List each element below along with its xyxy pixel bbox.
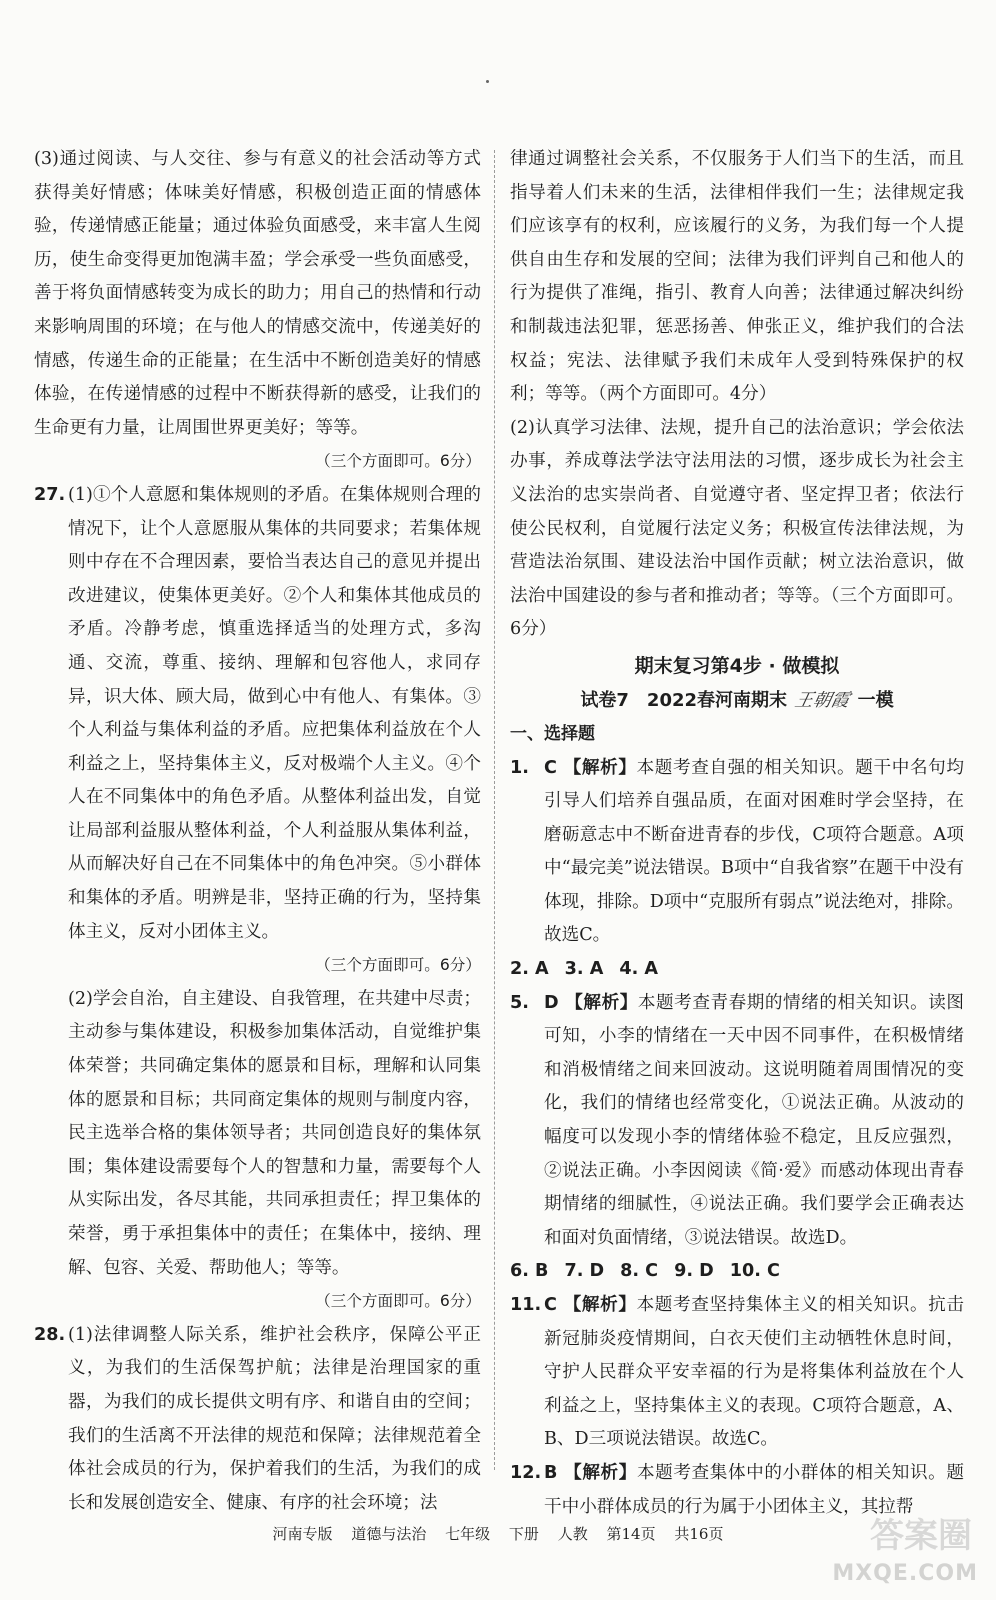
watermark xyxy=(808,1500,978,1590)
answer-2: 2. A xyxy=(510,959,549,980)
section-heading: 期末复习第4步 · 做模拟 xyxy=(634,654,840,677)
answer-text xyxy=(544,1289,964,1457)
short-answers-2-4 xyxy=(510,953,964,987)
answer-10: 10. C xyxy=(729,1261,780,1282)
answer-28-part1: (1)法律调整人际关系，维护社会秩序，保障公平正义，为我们的生活保驾护航；法律是治理国家的重器，为我们的成长提供文明有序、和谐自由的空间；我们的生活离不开法律的规范和保障；法律规范着全体社会成员的行为，保护着我们的生活，为我们的成长和发展创造安全、健康、有序的社会环境；法 xyxy=(68,1324,481,1513)
answer-28-continued: 律通过调整社会关系，不仅服务于人们当下的生活，而且指导着人们未来的生活，法律相伴我们一生；法律规定我们应该享有的权利，应该履行的义务，为我们每一个人提供自由生存和发展的空间；法律为我们评判自己和他人的行为提供了准绳，指引、教育人向善；法律通过解决纠纷和制裁违法犯罪，惩恶扬善、伸张正义，维护我们的合法权益；宪法、法律赋予我们未成年人受到特殊保护的权利；等等。（两个方面即可。4分） xyxy=(510,149,964,405)
question-number: 11. xyxy=(510,1295,542,1315)
question-number: 28. xyxy=(34,1324,66,1345)
question-number: 5. xyxy=(510,992,529,1013)
score-note: （三个方面即可。6分） xyxy=(315,1292,481,1311)
answer-tag: D 【解析】 xyxy=(544,992,638,1013)
answer-5 xyxy=(510,987,964,1256)
question-28 xyxy=(34,1319,481,1521)
answer-explanation: 本题考查自强的相关知识。题干中名句均引导人们培养自强品质，在面对困难时学会坚持，在磨砺意志中不断奋进青春的步伐，C项符合题意。A项中“最完美”说法错误。B项中“自我省察”在题干中没有体现，排除。D项中“克服所有弱点”说法绝对，排除。故选C。 xyxy=(544,757,964,946)
footer-edition: 河南专版 xyxy=(272,1525,333,1543)
footer-volume: 下册 xyxy=(508,1525,539,1543)
answer-4: 4. A xyxy=(619,959,659,980)
answer-explanation: 本题考查青春期的情绪的相关知识。读图可知，小李的情绪在一天中因不同事件，在积极情绪和消极情绪之间来回波动。这说明随着周围情况的变化，我们的情绪也经常变化，①说法正确。从波动的幅度可以发现小李的情绪体验不稳定，且反应强烈，②说法正确。小李因阅读《简·爱》而感动体现出青春期情绪的细腻性，④说法正确。我们要学会正确表达和面对负面情绪，③说法错误。故选D。 xyxy=(544,992,964,1248)
question-27 xyxy=(34,479,481,1319)
watermark-url: MXQE.COM xyxy=(832,1561,978,1586)
score-note: （三个方面即可。6分） xyxy=(315,956,481,975)
footer-subject: 道德与法治 xyxy=(351,1525,427,1543)
answer-text xyxy=(544,752,964,954)
paper-title xyxy=(510,684,964,718)
short-answers-6-10 xyxy=(510,1255,964,1289)
column-divider xyxy=(494,150,495,1470)
answer-26-part3: (3)通过阅读、与人交往、参与有意义的社会活动等方式获得美好情感；体味美好情感，积极创造正面的情感体验，传递情感正能量；通过体验负面感受，来丰富人生阅历，使生命变得更加饱满丰盈；学会承受一些负面感受，善于将负面情感转变为成长的助力；用自己的热情和行动来影响周围的环境；在与他人的情感交流中，传递美好的情感，传递生命的正能量；在生活中不断创造美好的情感体验，在传递情感的过程中不断获得新的感受，让我们的生命更有力量，让周围世界更美好；等等。 xyxy=(34,149,481,438)
score-note: （三个方面即可。6分） xyxy=(315,452,481,471)
answer-27-part2: (2)学会自治，自主建设、自我管理，在共建中尽责；主动参与集体建设，积极参加集体活动，自觉维护集体荣誉；共同确定集体的愿景和目标，理解和认同集体的愿景和目标；共同商定集体的规则与制度内容，民主选举合格的集体领导者；共同创造良好的集体氛围；集体建设需要每个人的智慧和力量，需要每个人从实际出发，各尽其能，共同承担责任；捍卫集体的荣誉，勇于承担集体中的责任；在集体中，接纳、理解、包容、关爱、帮助他人；等等。 xyxy=(68,988,481,1278)
answer-text xyxy=(544,987,964,1256)
answer-tag: C 【解析】 xyxy=(544,757,637,778)
answer-tag: C 【解析】 xyxy=(544,1295,637,1315)
watermark-title: 答案圈 xyxy=(870,1516,972,1556)
answer-explanation: 本题考查集体中的小群体的相关知识。题干中小群体成员的行为属于小团体主义，其拉帮 xyxy=(544,1462,964,1517)
paper-title-a: 试卷7 2022春河南期末 xyxy=(580,689,788,711)
paper-title-b: 一模 xyxy=(857,689,894,711)
answer-28-part2: (2)认真学习法律、法规，提升自己的法治意识；学会依法办事，养成尊法学法守法用法的习惯，逐步成长为社会主义法治的忠实崇尚者、自觉遵守者、坚定捍卫者；依法行使公民权利，自觉履行法定义务；积极宣传法律法规，为营造法治氛围、建设法治中国作贡献；树立法治意识，做法治中国建设的参与者和推动者；等等。（三个方面即可。6分） xyxy=(510,417,964,640)
footer-total: 共16页 xyxy=(674,1525,724,1543)
left-column xyxy=(34,143,481,1520)
section-label: 一、选择题 xyxy=(510,723,595,744)
footer-publisher: 人教 xyxy=(557,1525,588,1543)
answer-11 xyxy=(510,1289,964,1457)
scan-dot xyxy=(486,80,489,83)
answer-6: 6. B xyxy=(510,1261,549,1282)
question-number: 12. xyxy=(510,1462,542,1483)
answer-27-part1: (1)①个人意愿和集体规则的矛盾。在集体规则合理的情况下，让个人意愿服从集体的共同要求；若集体规则中存在不合理因素，要恰当表达自己的意见并提出改进建议，使集体更美好。②个人和集体其他成员的矛盾。冷静考虑，慎重选择适当的处理方式，多沟通、交流，尊重、接纳、理解和包容他人，求同存异，识大体、顾大局，做到心中有他人、有集体。③个人利益与集体利益的矛盾。应把集体利益放在个人利益之上，坚持集体主义，反对极端个人主义。④个人在不同集体中的角色矛盾。从整体利益出发，自觉让局部利益服从整体利益，个人利益服从集体利益，从而解决好自己在不同集体中的角色冲突。⑤小群体和集体的矛盾。明辨是非，坚持正确的行为，坚持集体主义，反对小团体主义。 xyxy=(68,484,481,942)
answer-1 xyxy=(510,752,964,954)
answer-tag: B 【解析】 xyxy=(544,1462,637,1483)
signature-mark: 王朝霞 xyxy=(793,689,852,711)
answer-explanation: 本题考查坚持集体主义的相关知识。抗击新冠肺炎疫情期间，白衣天使们主动牺牲休息时间，守护人民群众平安幸福的行为是将集体利益放在个人利益之上，坚持集体主义的表现。C项符合题意，A、B、D三项说法错误。故选C。 xyxy=(544,1295,964,1450)
answer-3: 3. A xyxy=(564,959,604,980)
footer-grade: 七年级 xyxy=(445,1525,491,1543)
right-column xyxy=(510,143,964,1524)
question-number: 1. xyxy=(510,757,529,778)
answer-7: 7. D xyxy=(564,1261,605,1282)
answer-8: 8. C xyxy=(620,1261,659,1282)
answer-9: 9. D xyxy=(674,1261,714,1282)
question-number: 27. xyxy=(34,484,66,505)
footer-page: 第14页 xyxy=(606,1525,656,1543)
